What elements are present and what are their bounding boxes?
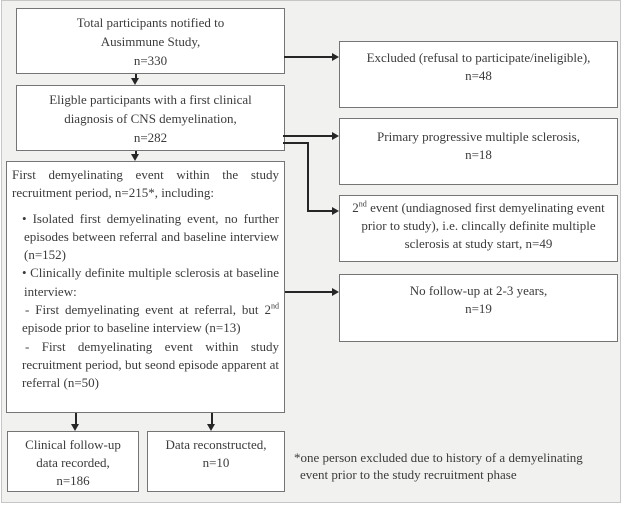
footnote-line: *one person excluded due to history of a demyelinating bbox=[294, 450, 583, 465]
count-value: n=19 bbox=[465, 301, 492, 316]
arrow-line bbox=[284, 56, 332, 58]
arrow-line bbox=[285, 291, 332, 293]
arrowhead-down-icon bbox=[131, 78, 139, 85]
count-value: n=282 bbox=[133, 130, 168, 145]
box-excluded bbox=[339, 41, 618, 108]
superscript-ordinal: nd bbox=[270, 301, 279, 311]
box-primary-progressive-ms bbox=[339, 118, 618, 185]
sub-item-event-within-period: - First demyelinating event within study recruitment period, but seond episode apparent at referral (n=50) bbox=[22, 338, 279, 391]
box-text-line: Clinical follow-up bbox=[25, 437, 121, 452]
arrow-line bbox=[283, 135, 332, 137]
box-text-line: data recorded, bbox=[36, 455, 110, 470]
box-text-line: Excluded (refusal to participate/ineligible), bbox=[366, 50, 591, 65]
arrowhead-right-icon bbox=[332, 207, 339, 215]
arrowhead-down-icon bbox=[207, 424, 215, 431]
box-intro-text: First demyelinating event within the study recruitment period, n=215*, including: bbox=[12, 167, 279, 201]
arrowhead-down-icon bbox=[71, 424, 79, 431]
box-first-demyelinating-event bbox=[6, 161, 285, 413]
connector-segment bbox=[283, 142, 309, 144]
count-value: n=48 bbox=[465, 68, 492, 83]
box-eligible-participants bbox=[16, 85, 285, 151]
box-data-reconstructed bbox=[147, 431, 285, 492]
sub-item-event-at-referral bbox=[12, 301, 279, 338]
arrowhead-down-icon bbox=[131, 154, 139, 161]
box-text-line: No follow-up at 2-3 years, bbox=[409, 283, 548, 298]
box-second-event bbox=[339, 195, 618, 262]
count-value: n=186 bbox=[56, 473, 90, 488]
arrowhead-right-icon bbox=[332, 288, 339, 296]
box-text-line: Ausimmune Study, bbox=[100, 34, 201, 49]
count-value: n=18 bbox=[465, 147, 492, 162]
box-no-followup bbox=[339, 274, 618, 342]
box-text-line: diagnosis of CNS demyelination, bbox=[64, 111, 237, 126]
connector-segment bbox=[307, 142, 309, 212]
arrowhead-right-icon bbox=[332, 53, 339, 61]
sub-item-text: - First demyelinating event at referral, but 2 bbox=[25, 302, 271, 318]
count-value: n=330 bbox=[133, 53, 168, 68]
box-clinical-followup bbox=[7, 431, 139, 492]
box-text-line: Primary progressive multiple sclerosis, bbox=[377, 129, 580, 144]
box-text-line: Eligble participants with a first clinical bbox=[49, 92, 252, 107]
arrowhead-right-icon bbox=[332, 132, 339, 140]
footnote-line: event prior to the study recruitment phase bbox=[300, 467, 517, 482]
connector-segment bbox=[307, 210, 332, 212]
bullet-item-isolated-event: • Isolated first demyelinating event, no further episodes between referral and baseline interview (n=152) bbox=[22, 210, 279, 263]
sub-item-text: episode prior to baseline interview (n=13) bbox=[22, 320, 241, 336]
bullet-item-definite-ms: • Clinically definite multiple sclerosis at baseline interview: bbox=[22, 265, 279, 299]
box-text: event (undiagnosed first demyelinating event prior to study), i.e. clincally definite multiple sclerosis at study start, n=49 bbox=[361, 200, 605, 251]
box-text-line: Data reconstructed, bbox=[165, 437, 267, 452]
superscript-ordinal: nd bbox=[358, 199, 367, 209]
footnote bbox=[294, 449, 616, 483]
box-total-participants bbox=[16, 8, 285, 74]
count-value: n=10 bbox=[202, 455, 230, 470]
box-text-line: Total participants notified to bbox=[76, 15, 225, 30]
box-text: 2 bbox=[352, 200, 359, 215]
